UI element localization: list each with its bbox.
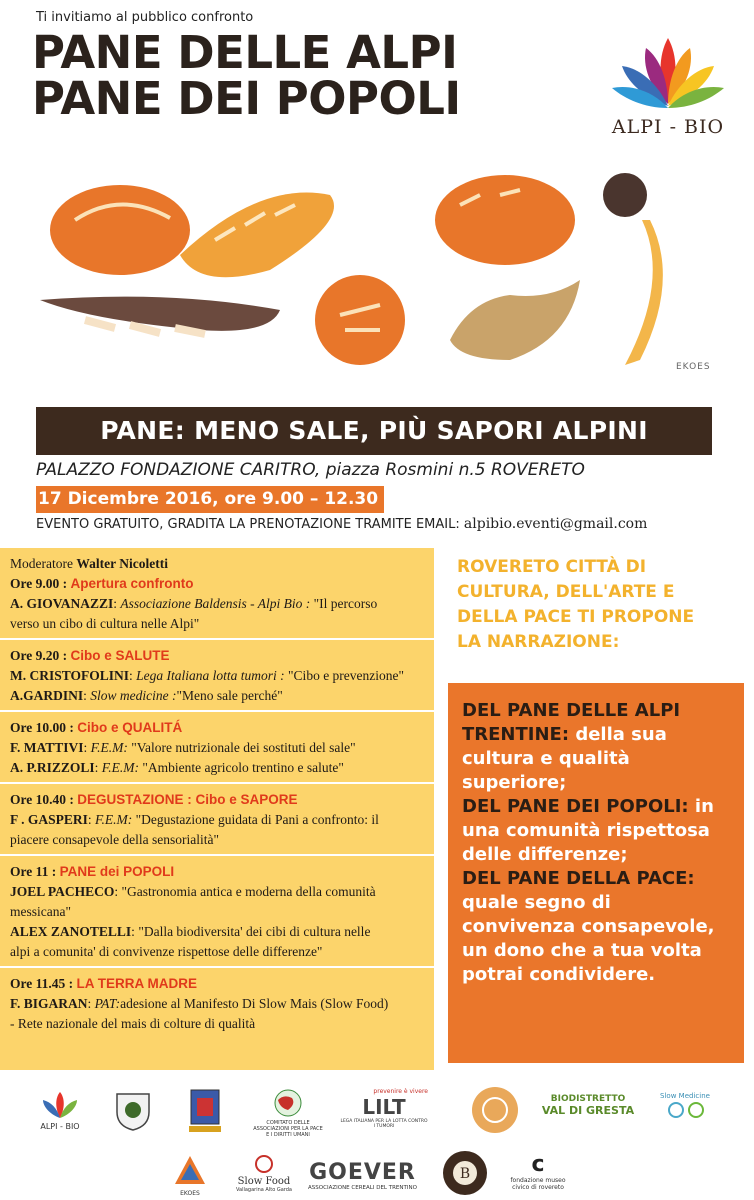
session-2-speaker-2: A.GARDINI: Slow medicine :"Meno sale perché"	[10, 688, 283, 703]
session-5-header: Ore 11 : PANE dei POPOLI	[10, 864, 175, 879]
session-1-speaker: A. GIOVANAZZI: Associazione Baldensis - Alpi Bio : "Il percorso	[10, 596, 378, 611]
session-4-header: Ore 10.40 : DEGUSTAZIONE : Cibo e SAPORE	[10, 792, 298, 807]
divider	[0, 638, 434, 640]
session-1-talk: verso un cibo di cultura nelle Alpi"	[10, 616, 200, 631]
snail-icon	[660, 1100, 710, 1120]
session-3-header: Ore 10.00 : Cibo e QUALITÁ	[10, 720, 183, 735]
session-1-header: Ore 9.00 : Apertura confronto	[10, 576, 194, 591]
bread-illustration	[30, 160, 720, 395]
circle-badge-icon	[471, 1086, 519, 1134]
lotus-icon	[37, 1090, 83, 1120]
svg-text:B: B	[459, 1166, 471, 1182]
narration-3-title: DEL PANE DELLA PACE:	[462, 868, 695, 889]
seal-icon	[442, 1150, 488, 1196]
alpibio-logo	[598, 26, 738, 146]
session-3-speaker-2: A. P.RIZZOLI: F.E.M: "Ambiente agricolo trentino e salute"	[10, 760, 344, 775]
invite-text: Ti invitiamo al pubblico confronto	[36, 10, 254, 25]
moderator-line: Moderatore Walter Nicoletti	[10, 556, 168, 571]
partner-biodistretto: BIODISTRETTO VAL DI GRESTA	[541, 1094, 635, 1117]
theme-banner: PANE: MENO SALE, PIÙ SAPORI ALPINI	[36, 407, 712, 455]
session-5-talk-1: messicana"	[10, 904, 71, 919]
globe-icon	[266, 1088, 310, 1118]
partner-lilt: prevenire è vivere LILT LEGA ITALIANA PER LA LOTTA CONTRO I TUMORI	[340, 1088, 428, 1129]
session-6-talk: - Rete nazionale del mais di colture di qualità	[10, 1016, 256, 1031]
partner-vallagarina-crest	[180, 1082, 230, 1136]
narration-1-text: della sua cultura e qualità superiore;	[462, 724, 667, 793]
lotus-icon	[598, 26, 738, 121]
partner-baldensis	[440, 1150, 490, 1198]
snail-icon	[252, 1154, 276, 1174]
partner-alpibio: ALPI - BIO	[30, 1090, 90, 1131]
partner-goever: GOEVER ASSOCIAZIONE CEREALI DEL TRENTINO	[308, 1160, 417, 1191]
partner-logos	[0, 1078, 754, 1200]
date-badge: 17 Dicembre 2016, ore 9.00 – 12.30	[36, 486, 384, 513]
artist-signature: EKOES	[676, 362, 711, 372]
partner-museo-civico: c fondazione museo civico di rovereto	[510, 1152, 566, 1191]
divider	[0, 710, 434, 712]
divider	[0, 966, 434, 968]
session-5-speaker-2: ALEX ZANOTELLI: "Dalla biodiversita' dei cibi di cultura nelle	[10, 924, 371, 939]
main-title	[32, 26, 461, 125]
rovereto-heading: ROVERETO CITTÀ DI CULTURA, DELL'ARTE E DELLA PACE TI PROPONE LA NARRAZIONE:	[457, 557, 695, 652]
narration-3-text: quale segno di convivenza consapevole, un dono che a tua volta potrai condividere.	[462, 892, 715, 985]
session-3-speaker-1: F. MATTIVI: F.E.M: "Valore nutrizionale dei sostituti del sale"	[10, 740, 356, 755]
session-5-speaker-1: JOEL PACHECO: "Gastronomia antica e moderna della comunità	[10, 884, 376, 899]
session-6-header: Ore 11.45 : LA TERRA MADRE	[10, 976, 197, 991]
partner-slow-food: Slow Food Vallagarina Alto Garda	[228, 1154, 300, 1193]
title-line-1: PANE DELLE ALPI	[32, 26, 458, 79]
session-4-speaker: F . GASPERI: F.E.M: "Degustazione guidata di Pani a confronto: il	[10, 812, 379, 827]
narration-2-title: DEL PANE DEI POPOLI:	[462, 796, 689, 817]
crest-icon	[187, 1082, 223, 1134]
partner-comune-crest	[112, 1088, 154, 1134]
session-5-talk-2: alpi a comunita' di convivenze rispettose delle differenze"	[10, 944, 323, 959]
narration-2-text: in una comunità rispettosa delle differenze;	[462, 796, 714, 865]
partner-comitato-pace: COMITATO DELLE ASSOCIAZIONI PER LA PACE E I DIRITTI UMANI	[252, 1088, 324, 1138]
divider	[0, 782, 434, 784]
divider	[0, 854, 434, 856]
session-2-header: Ore 9.20 : Cibo e SALUTE	[10, 648, 170, 663]
registration-text	[36, 516, 647, 532]
crest-icon	[113, 1088, 153, 1132]
partner-arte-badge	[470, 1086, 520, 1136]
program-panel	[0, 548, 434, 1070]
session-4-talk: piacere consapevole della sensorialità"	[10, 832, 220, 847]
triangle-logo-icon	[173, 1154, 207, 1188]
email-link[interactable]: alpibio.eventi@gmail.com	[463, 516, 648, 532]
partner-ekoes: EKOES	[170, 1154, 210, 1197]
logo-text: ALPI - BIO	[611, 116, 725, 138]
venue-text: PALAZZO FONDAZIONE CARITRO, piazza Rosmini n.5 ROVERETO	[36, 460, 585, 480]
narration-box	[448, 683, 744, 1063]
title-line-2: PANE DEI POPOLI	[32, 72, 461, 125]
session-6-speaker: F. BIGARAN: PAT:adesione al Manifesto Di Slow Mais (Slow Food)	[10, 996, 389, 1011]
narration-1-title: DEL PANE DELLE ALPI TRENTINE:	[462, 700, 681, 745]
partner-slow-medicine: Slow Medicine	[650, 1092, 720, 1122]
session-2-speaker-1: M. CRISTOFOLINI: Lega Italiana lotta tumori : "Cibo e prevenzione"	[10, 668, 405, 683]
registration-label: EVENTO GRATUITO, GRADITA LA PRENOTAZIONE TRAMITE EMAIL:	[36, 517, 460, 532]
